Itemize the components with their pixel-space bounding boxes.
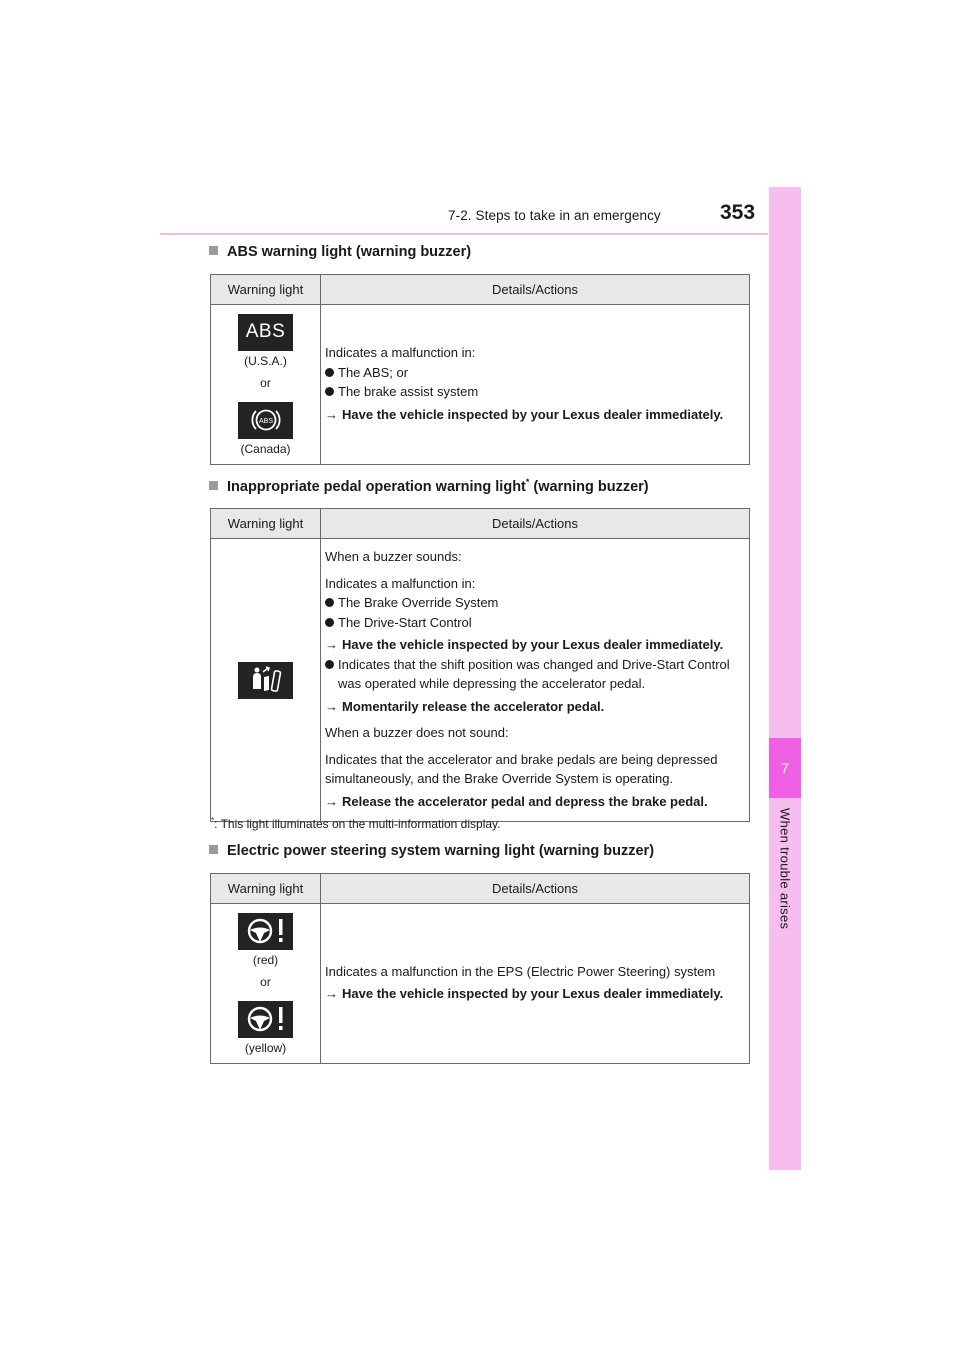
bullet-icon xyxy=(325,368,334,377)
section-square-icon xyxy=(209,246,218,255)
details-paragraph: Indicates that the accelerator and brake pedals are being depressed simultaneously, and the Brake Override System is operating. xyxy=(325,751,718,786)
action-text: → Have the vehicle inspected by your Lexus dealer immediately. xyxy=(325,406,724,422)
action-text: → Have the vehicle inspected by your Lexus dealer immediately. xyxy=(325,637,724,652)
bullet-icon xyxy=(325,598,334,607)
details-intro: Indicates a malfunction in the EPS (Electric Power Steering) system xyxy=(325,963,716,979)
section-heading-abs: ABS warning light (warning buzzer) xyxy=(209,244,471,260)
arrow-icon: → xyxy=(325,698,338,714)
action-text: → Have the vehicle inspected by your Lexus dealer immediately. xyxy=(325,986,724,1001)
table-header-warning-light: Warning light xyxy=(211,275,321,305)
details-intro: Indicates a malfunction in: xyxy=(325,345,476,360)
table-header-warning-light: Warning light xyxy=(211,874,321,904)
section-heading-pedal: Inappropriate pedal operation warning light* (warning buzzer) xyxy=(209,477,649,495)
section-square-icon xyxy=(209,845,218,854)
running-header-section: 7-2. Steps to take in an emergency xyxy=(448,208,661,223)
details-cell xyxy=(321,904,750,1064)
arrow-icon: → xyxy=(325,637,338,652)
chapter-number-tab: 7 xyxy=(769,738,801,798)
arrow-icon: → xyxy=(325,793,338,809)
table-header-warning-light: Warning light xyxy=(211,509,321,539)
eps-warning-table xyxy=(210,873,750,1064)
action-text: → Release the accelerator pedal and depress the brake pedal. xyxy=(325,793,708,809)
list-item: The brake assist system xyxy=(325,382,743,402)
arrow-icon: → xyxy=(325,986,338,1001)
details-condition: When a buzzer does not sound: xyxy=(325,725,509,740)
abs-text-icon: ABS xyxy=(238,314,293,351)
warning-light-cell xyxy=(211,305,321,465)
bullet-icon xyxy=(325,387,334,396)
warning-light-cell xyxy=(211,904,321,1064)
list-item: The Drive-Start Control xyxy=(325,613,743,633)
abs-circle-icon xyxy=(238,402,293,439)
bullet-icon xyxy=(325,618,334,627)
action-text: → Momentarily release the accelerator pedal. xyxy=(325,698,605,714)
arrow-icon: → xyxy=(325,406,338,422)
section-square-icon xyxy=(209,481,218,490)
list-item: The ABS; or xyxy=(325,363,743,383)
header-rule xyxy=(160,233,768,235)
bullet-icon xyxy=(325,660,334,669)
icon-separator: or xyxy=(260,974,271,989)
warning-light-cell xyxy=(211,539,321,822)
pedal-warning-table xyxy=(210,508,750,822)
details-condition: When a buzzer sounds: xyxy=(325,549,462,564)
section-heading-eps: Electric power steering system warning light (warning buzzer) xyxy=(209,843,654,859)
icon-separator: or xyxy=(260,375,271,390)
abs-warning-table xyxy=(210,274,750,465)
chapter-tab-label: When trouble arises xyxy=(777,808,793,930)
steering-warning-icon xyxy=(238,1001,293,1038)
chapter-side-tab xyxy=(769,187,801,1170)
details-intro: Indicates a malfunction in: xyxy=(325,575,476,591)
svg-text:ABS: ABS xyxy=(258,418,273,425)
table-header-details: Details/Actions xyxy=(321,509,750,539)
table-header-details: Details/Actions xyxy=(321,874,750,904)
footnote: *: This light illuminates on the multi-information display. xyxy=(211,816,501,831)
icon-caption: (Canada) xyxy=(240,441,291,456)
pedal-operation-icon xyxy=(238,662,293,699)
icon-caption: (U.S.A.) xyxy=(244,353,287,368)
list-item: The Brake Override System xyxy=(325,593,743,613)
list-item: Indicates that the shift position was changed and Drive-Start Control was operated while depressing the accelerator pedal. xyxy=(325,655,743,694)
table-header-details: Details/Actions xyxy=(321,275,750,305)
icon-caption: (red) xyxy=(252,952,279,967)
page-number: 353 xyxy=(720,201,756,224)
details-cell xyxy=(321,305,750,465)
details-cell xyxy=(321,539,750,822)
steering-warning-icon xyxy=(238,913,293,950)
icon-caption: (yellow) xyxy=(244,1040,287,1055)
